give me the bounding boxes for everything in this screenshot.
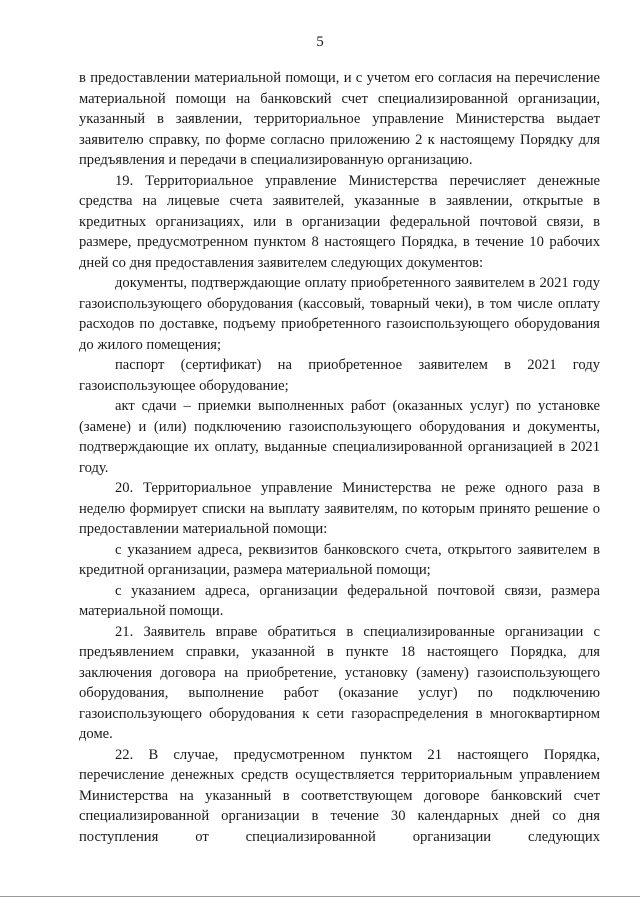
paragraph-item-21: 21. Заявитель вправе обратиться в специализированные организации с предъявлением справки, указанной в пункте 18 настоящего Порядка, для заключения договора на приобретение, установку (замену) газоиспользующего оборудования, выполнение работ (оказание услуг) по подключению газоиспользующего оборудования к сети газораспределения в многоквартирном доме. (79, 623, 600, 742)
document-body (79, 68, 600, 847)
paragraph-acceptance-act: акт сдачи – приемки выполненных работ (оказанных услуг) по установке (замене) и (или) подключению газоиспользующего оборудования и документы, подтверждающие их оплату, выданные специализированной организацией в 2021 году. (79, 398, 600, 476)
page-number: 5 (316, 34, 324, 50)
paragraph-postal-list: с указанием адреса, организации федеральной почтовой связи, размера материальной помощи. (79, 582, 600, 619)
paragraph-item-19: 19. Территориальное управление Министерства перечисляет денежные средства на лицевые счета заявителей, указанные в заявлении, открытые в кредитных организациях, или в организации федеральной почтовой связи, в размере, предусмотренном пунктом 8 настоящего Порядка, в течение 10 рабочих дней со дня предоставления заявителем следующих документов: (79, 172, 600, 271)
page-bottom-edge (0, 896, 640, 897)
paragraph-item-22: 22. В случае, предусмотренном пунктом 21 настоящего Порядка, перечисление денежных средств осуществляется территориальным управлением Министерства на указанный в соответствующем договоре банковский счет специализированной организации в течение 30 календарных дней со дня поступления от специализированной организации следующих (79, 746, 600, 845)
paragraph-continuation: в предоставлении материальной помощи, и с учетом его согласия на перечисление материальной помощи на банковский счет специализированной организации, указанный в заявлении, территориальное управление Министерства выдает заявителю справку, по форме согласно приложению 2 к настоящему Порядку для предъявления и передачи в специализированную организацию. (79, 70, 600, 168)
paragraph-passport: паспорт (сертификат) на приобретенное заявителем в 2021 году газоиспользующее оборудование; (79, 357, 600, 394)
paragraph-payment-documents: документы, подтверждающие оплату приобретенного заявителем в 2021 году газоиспользующего оборудования (кассовый, товарный чеки), в том числе оплату расходов по доставке, подъему приобретенного газоиспользующего оборудования до жилого помещения; (79, 275, 600, 353)
paragraph-item-20: 20. Территориальное управление Министерства не реже одного раза в неделю формирует списки на выплату заявителям, по которым принято решение о предоставлении материальной помощи: (79, 480, 600, 537)
paragraph-bank-account-list: с указанием адреса, реквизитов банковского счета, открытого заявителем в кредитной организации, размера материальной помощи; (79, 541, 600, 578)
